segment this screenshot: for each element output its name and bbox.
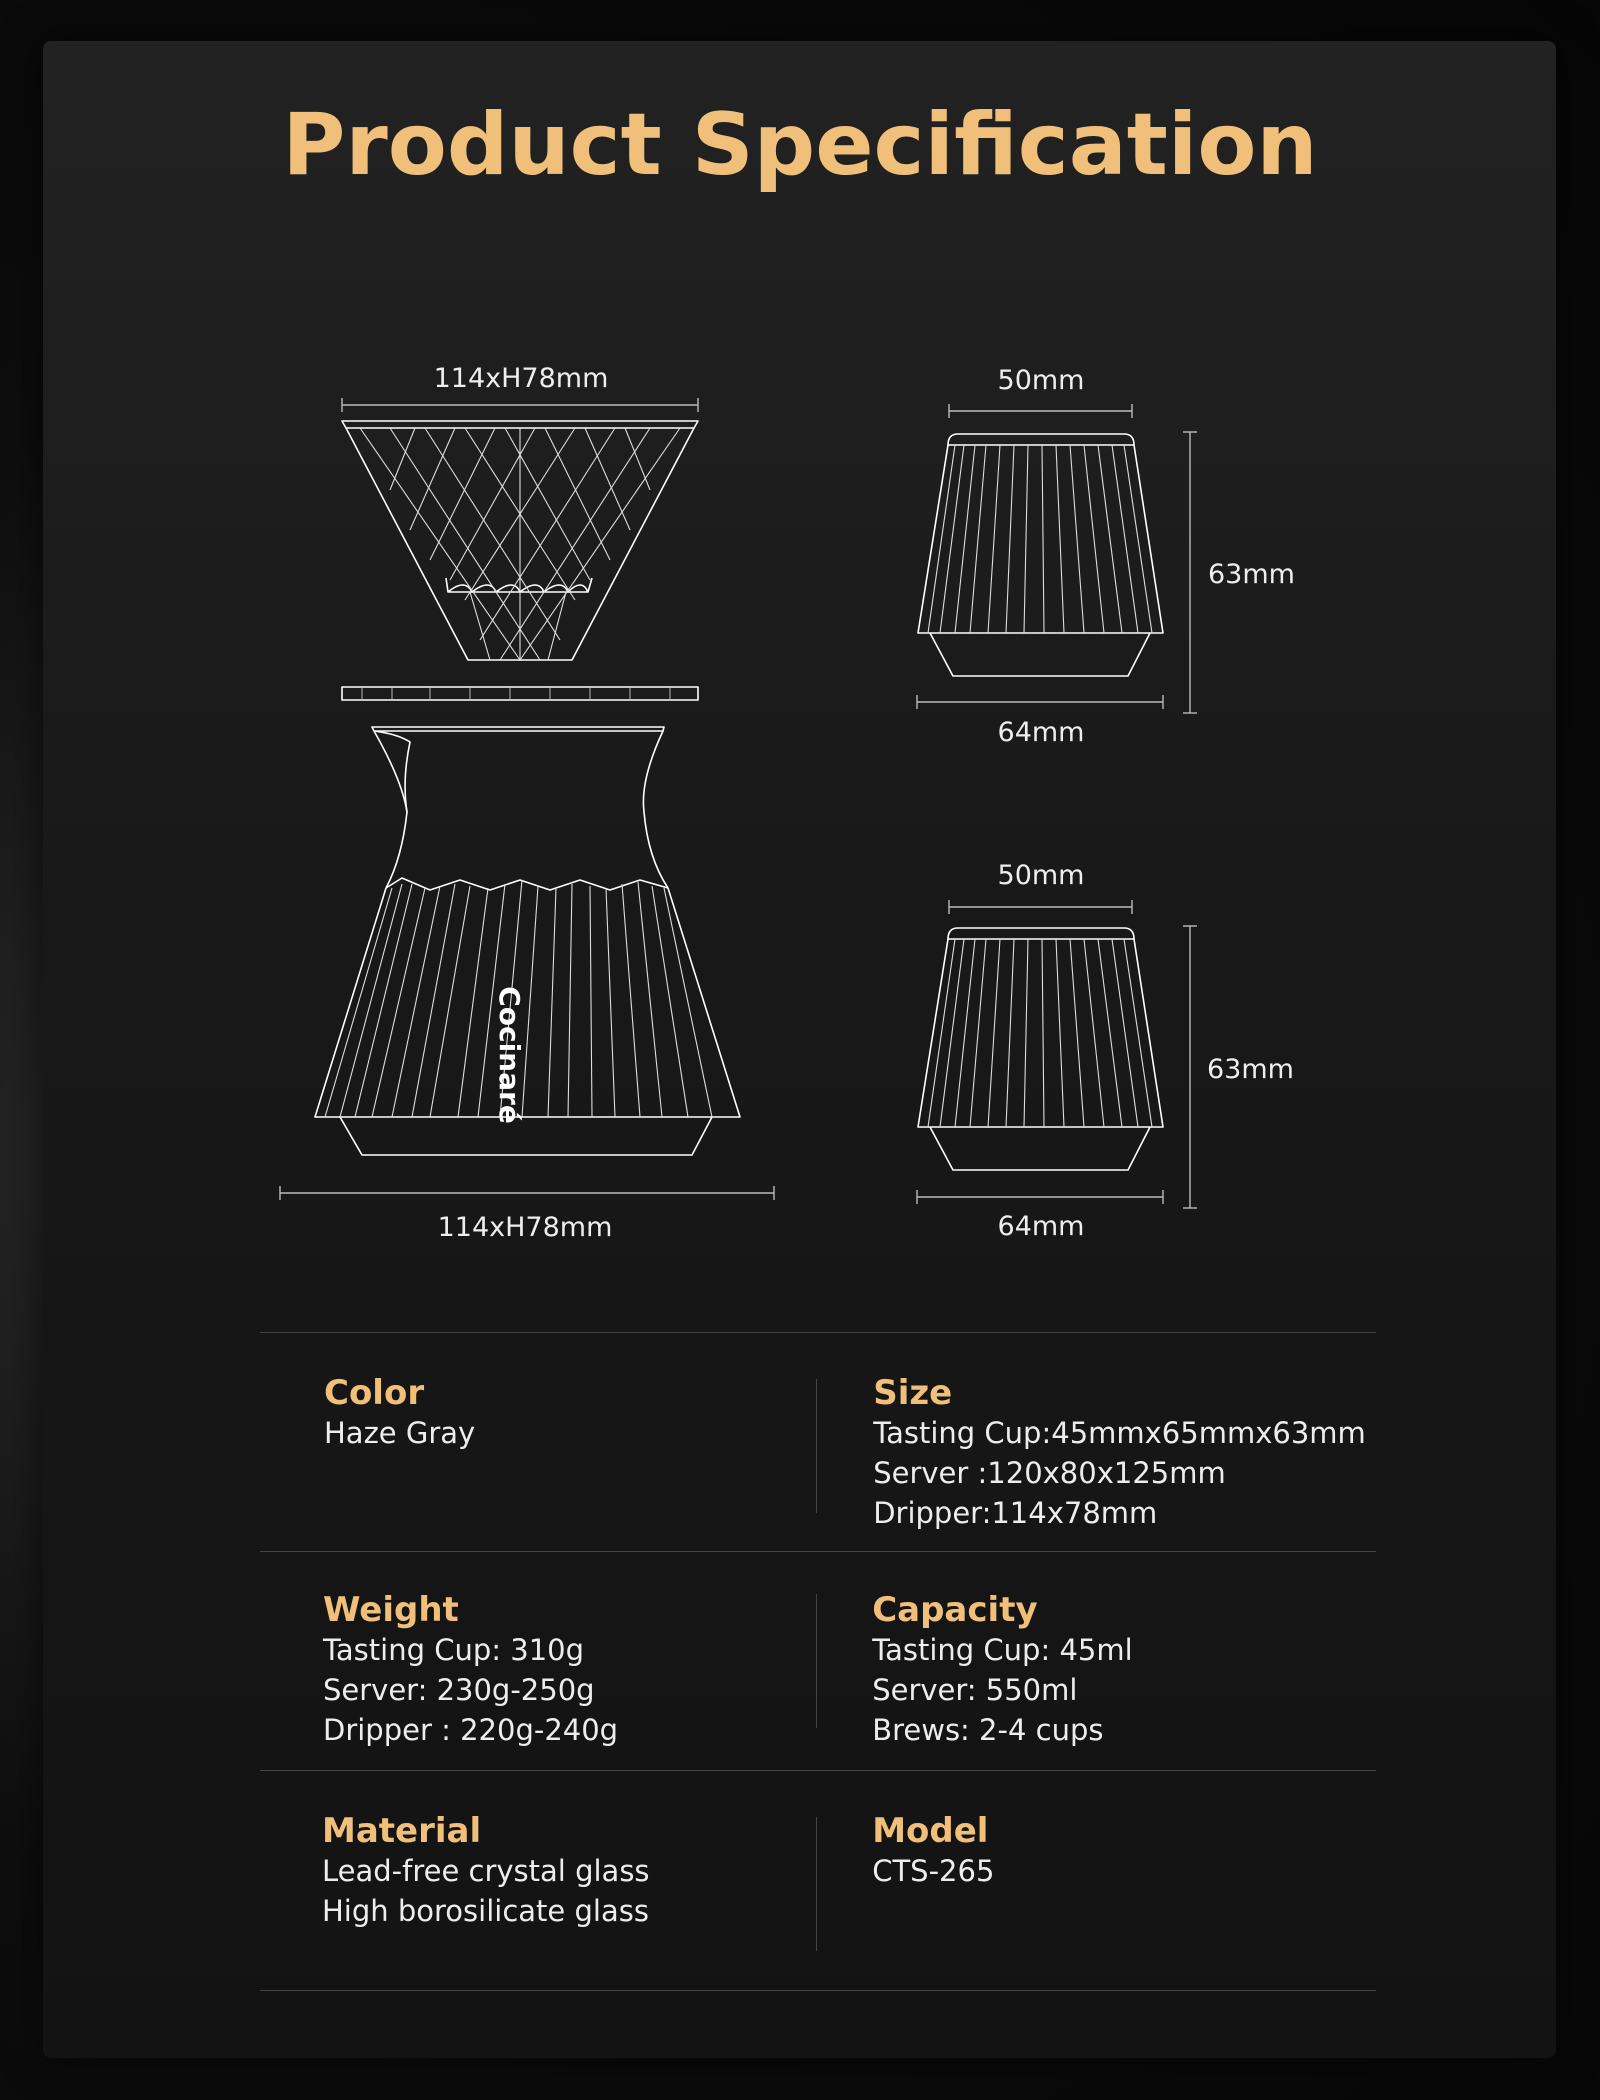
spec-table (260, 1332, 1376, 1991)
cup2-bottom-width-label: 64mm (997, 1211, 1085, 1242)
spec-value: Tasting Cup:45mmx65mmx63mm (873, 1416, 1366, 1450)
spec-label-weight: Weight (323, 1590, 459, 1630)
cup2-height-label: 63mm (1207, 1054, 1294, 1085)
spec-label-capacity: Capacity (872, 1590, 1038, 1630)
server-drawing (280, 727, 774, 1200)
spec-value: Tasting Cup: 310g (323, 1633, 585, 1667)
dripper-drawing (342, 398, 698, 660)
spec-value: Server: 230g-250g (323, 1673, 595, 1707)
spec-label-material: Material (322, 1811, 482, 1851)
spec-row-color-size (260, 1332, 1376, 1551)
server-brand-logo: Cocinaré (493, 986, 526, 1124)
spec-value: High borosilicate glass (322, 1894, 649, 1928)
spec-value: Brews: 2-4 cups (872, 1713, 1104, 1747)
spec-value: Haze Gray (324, 1416, 476, 1450)
tasting-cup-2-drawing (917, 900, 1197, 1208)
spec-capacity (823, 1552, 1376, 1770)
spec-value: Server: 550ml (872, 1673, 1078, 1707)
cup1-top-width-label: 50mm (997, 365, 1085, 396)
spec-value: Dripper : 220g-240g (323, 1713, 619, 1747)
spec-value: Server :120x80x125mm (873, 1456, 1226, 1490)
spec-value: CTS-265 (872, 1854, 995, 1888)
spec-value: Tasting Cup: 45ml (872, 1633, 1133, 1667)
spec-label-size: Size (873, 1373, 953, 1413)
spec-row-weight-capacity (260, 1551, 1376, 1770)
cup1-height-label: 63mm (1208, 559, 1295, 590)
cup1-bottom-width-label: 64mm (997, 717, 1085, 748)
spec-weight (260, 1552, 823, 1770)
spec-size (823, 1333, 1376, 1551)
spec-label-model: Model (872, 1811, 989, 1851)
tasting-cup-1-drawing (917, 404, 1197, 713)
dripper-dimension-line (342, 398, 698, 412)
cup2-top-width-label: 50mm (997, 860, 1085, 891)
dripper-dimension-label: 114xH78mm (433, 363, 609, 394)
page-title: Product Specification (282, 95, 1318, 195)
lid-plate (342, 687, 698, 700)
spec-color (260, 1333, 823, 1551)
spec-material (260, 1771, 822, 1990)
spec-row-material-model (260, 1770, 1376, 1991)
spec-value: Lead-free crystal glass (322, 1854, 650, 1888)
spec-label-color: Color (324, 1373, 425, 1413)
server-dimension-label: 114xH78mm (437, 1212, 613, 1243)
spec-model (822, 1771, 1376, 1990)
server-dimension-line (280, 1186, 774, 1200)
spec-value: Dripper:114x78mm (873, 1496, 1158, 1530)
